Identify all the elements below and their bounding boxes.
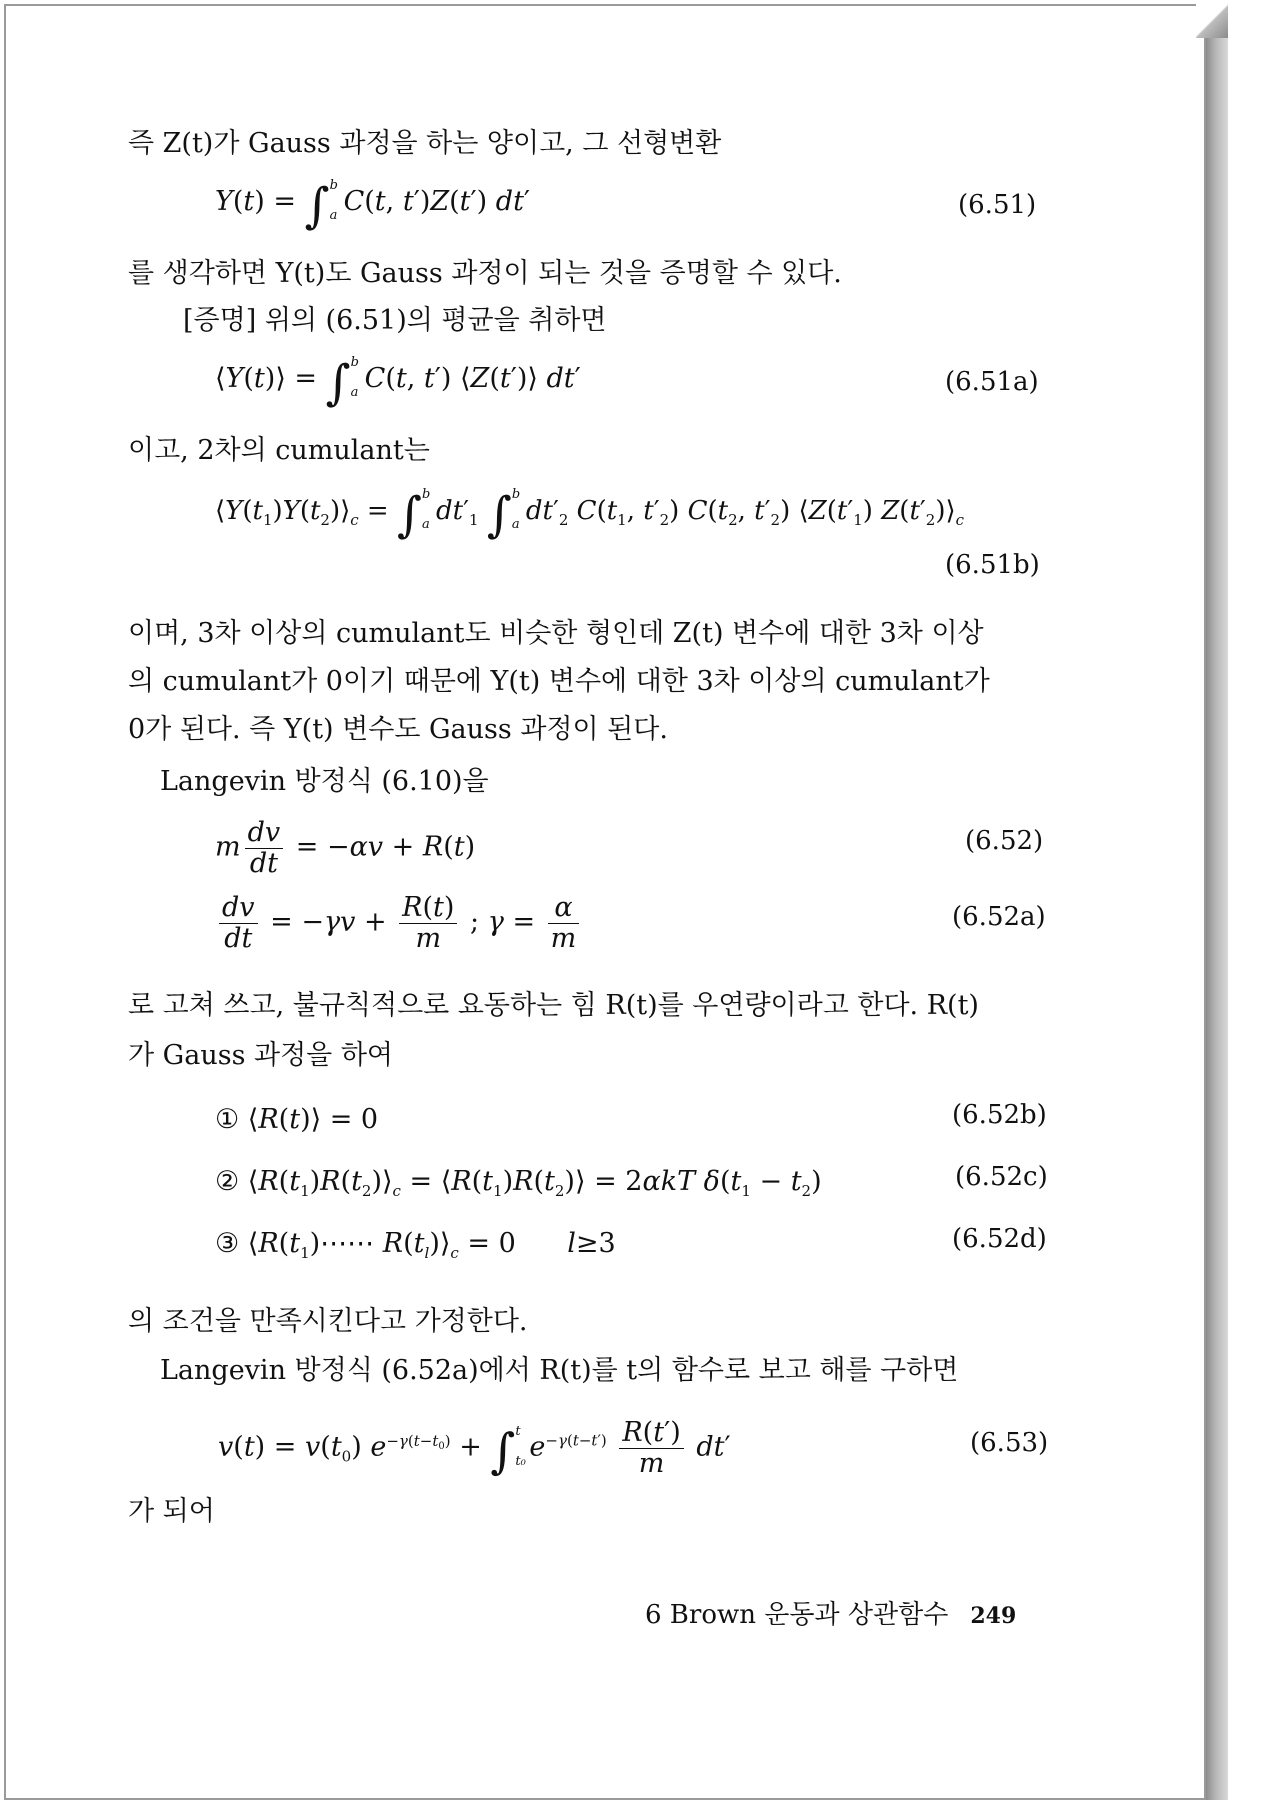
text-line-1: 즉 Z(t)가 Gauss 과정을 하는 양이고, 그 선형변환 bbox=[128, 128, 722, 159]
equation-6-51: Y(t) = ∫ b a C(t, t′)Z(t′) dt′ bbox=[215, 178, 531, 234]
equation-6-52b: ① ⟨R(t)⟩ = 0 bbox=[215, 1104, 379, 1135]
page-edge-shadow bbox=[1206, 4, 1228, 1800]
text-line-7: 0가 된다. 즉 Y(t) 변수도 Gauss 과정이 된다. bbox=[128, 714, 668, 745]
text-line-12: Langevin 방정식 (6.52a)에서 R(t)를 t의 함수로 보고 해를 구하면 bbox=[160, 1355, 959, 1386]
equation-6-52: m $\frac{dv}{dt}$ = −αv + R(t) bbox=[215, 817, 476, 879]
eq-number-6-52c: (6.52c) bbox=[955, 1162, 1048, 1192]
text-line-5: 이며, 3차 이상의 cumulant도 비슷한 형인데 Z(t) 변수에 대한 3차 이상 bbox=[128, 618, 984, 649]
text-line-9: 로 고쳐 쓰고, 불규칙적으로 요동하는 힘 R(t)를 우연량이라고 한다. R(t) bbox=[128, 990, 979, 1021]
eq-number-6-51a: (6.51a) bbox=[945, 367, 1039, 397]
text-line-2: 를 생각하면 Y(t)도 Gauss 과정이 되는 것을 증명할 수 있다. bbox=[128, 258, 842, 289]
text-line-6: 의 cumulant가 0이기 때문에 Y(t) 변수에 대한 3차 이상의 cumulant가 bbox=[128, 666, 990, 697]
text-line-8: Langevin 방정식 (6.10)을 bbox=[160, 766, 489, 797]
text-line-10: 가 Gauss 과정을 하여 bbox=[128, 1040, 394, 1071]
eq-number-6-52: (6.52) bbox=[965, 826, 1044, 856]
eq-number-6-51b: (6.51b) bbox=[945, 550, 1040, 580]
page-footer bbox=[645, 1594, 1016, 1631]
equation-6-52a: $\frac{dv}{dt}$ = −γv + $\frac{R(t)}{m}$ ; γ = $\frac{\alpha}{m}$ bbox=[215, 893, 583, 953]
eq-number-6-53: (6.53) bbox=[970, 1428, 1049, 1458]
footer-chapter-title: 6 Brown 운동과 상관함수 bbox=[645, 1600, 949, 1630]
text-line-13: 가 되어 bbox=[128, 1496, 215, 1527]
eq-number-6-52d: (6.52d) bbox=[952, 1224, 1047, 1254]
equation-6-51a: ⟨Y(t)⟩ = ∫ b a C(t, t′) ⟨Z(t′)⟩ dt′ bbox=[215, 355, 581, 411]
page-number: 249 bbox=[970, 1603, 1017, 1629]
equation-6-53: $v(t) = v(t_0) e^{-\gamma(t-t_0)}$ + ∫ t t₀ $e^{-\gamma(t-t')}$ $\frac{R(t')}{m}$ dt′ bbox=[218, 1417, 731, 1480]
text-line-3: [증명] 위의 (6.51)의 평균을 취하면 bbox=[183, 305, 607, 336]
text-line-11: 의 조건을 만족시킨다고 가정한다. bbox=[128, 1306, 528, 1337]
equation-6-51b: $⟨Y(t_1)Y(t_2)⟩_c$ = ∫ b a $dt'_1$ ∫ b a $dt'_2$ $C(t_1$, $t'_2$) $C(t_2$, $t'_2$) $⟨Z(t'_1)$ $Z(t'_2)⟩_c$ bbox=[215, 487, 965, 543]
equation-6-52d: ③ $⟨R(t_1)\cdots\cdots$ $R(t_l)⟩_c = 0$ l≥3 bbox=[215, 1228, 616, 1262]
eq-number-6-52b: (6.52b) bbox=[952, 1100, 1047, 1130]
equation-6-52c: ② $⟨R(t_1)R(t_2)⟩_c$ = $⟨R(t_1)R(t_2)⟩ = 2\alpha kT$ $\delta(t_1 - t_2)$ bbox=[215, 1166, 822, 1200]
page-corner-fold bbox=[1196, 4, 1228, 38]
eq-number-6-51: (6.51) bbox=[958, 190, 1037, 220]
eq-number-6-52a: (6.52a) bbox=[952, 902, 1046, 932]
text-line-4: 이고, 2차의 cumulant는 bbox=[128, 435, 430, 466]
